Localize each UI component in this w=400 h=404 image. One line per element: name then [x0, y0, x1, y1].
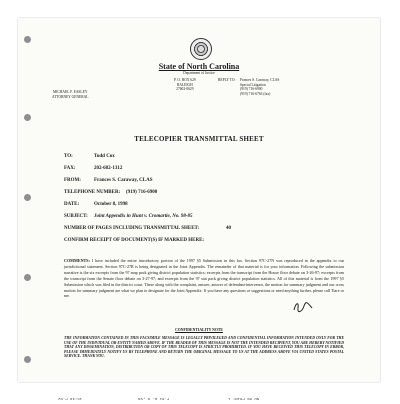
city: RALEIGH [176, 82, 193, 87]
state-name: State of North Carolina [158, 62, 240, 71]
handwritten-initials [292, 300, 314, 314]
contact-fax: (919) 716-6763 (fax) [240, 91, 271, 96]
field-label: FAX: [64, 166, 76, 171]
ag-name: MICHAEL F. EASLEY [53, 90, 88, 94]
mailing-address [174, 78, 196, 92]
field-value: Frances S. Caraway, CLAS [94, 178, 153, 183]
department-name: Department of Justice [183, 71, 215, 75]
field-value: Todd Cox [94, 154, 115, 159]
fax-page [18, 18, 380, 400]
comments-label: COMMENTS: [64, 258, 90, 263]
field-page-count [64, 226, 231, 231]
field-confirm-receipt [64, 238, 204, 243]
contact-name: Frances S. Caraway, CLAS [240, 78, 280, 82]
field-label: TELEPHONE NUMBER: [64, 190, 121, 195]
binder-hole [24, 194, 31, 201]
binder-hole [24, 274, 31, 281]
field-date [64, 202, 128, 207]
attorney-general-block [52, 90, 88, 99]
field-label: FROM: [64, 178, 81, 183]
field-label: TO: [64, 154, 73, 159]
binder-hole [24, 356, 31, 363]
field-label: NUMBER OF PAGES INCLUDING TRANSMITTAL SHEET: [64, 226, 200, 231]
field-fax [64, 166, 122, 171]
field-value: (919) 716-6900 [126, 190, 158, 195]
contact-unit: Special Litigation [240, 82, 266, 87]
fax-strip-right: 15:48 P.02 [58, 396, 83, 400]
field-from [64, 178, 152, 183]
field-label: SUBJECT: [64, 214, 88, 219]
field-label: DATE: [64, 202, 80, 207]
contact-block [240, 78, 279, 96]
field-value: Joint Appendix in Hunt v. Cromartie, No. 98-85 [94, 214, 193, 219]
confidentiality-title: CONFIDENTIALITY NOTE [175, 328, 223, 332]
letterhead [18, 62, 380, 76]
field-value: 40 [226, 226, 231, 231]
comments-text: I have included the entire introductory portion of the 1997 §5 Submission in this fax. Section 97C-27N was reproduced in the appendix to our jurisdictional statement. Section 97C-27R is being designated in the Joint Appendix. The remainder of that material is for your information. Following the submission narrative is the six excerpts from the 97 map pack giving district population statistics; excerpts from the transcript from the House floor debate on 3-26-97; excerpts from the transcript from the Senate floor debate on 3-27-97; and excerpts from the 97 stat pack giving district population statistics. All of this material is from the 1997 §5 Submission which was filed in the district court. These along with the complaint, answer, answer of defendant-intervenor, the motion for summary judgment and our cross motion for summary judgment are what we plan to designate for the Joint Appendix. If you have any questions or suggestions or need anything further, please call Tiare or me. [64, 258, 344, 299]
zip: 27602-0629 [176, 87, 194, 92]
ag-title: ATTORNEY GENERAL [52, 94, 89, 99]
field-to [64, 154, 115, 159]
field-telephone [64, 190, 157, 195]
field-subject [64, 214, 193, 219]
field-value: October 8, 1998 [94, 202, 128, 207]
contact-phone: (919) 716-6900 [240, 87, 263, 92]
comments-block [64, 258, 344, 299]
binder-hole [24, 114, 31, 121]
po-box: P. O. BOX 629 [174, 78, 196, 82]
field-value: 202-682-1312 [94, 166, 123, 171]
confidentiality-text: THE INFORMATION CONTAINED IN THIS FACSIMILE MESSAGE IS LEGALLY PRIVILEGED AND CONFIDENTIAL INFORMATION INTENDED ONLY FOR THE USE OF THE INDIVIDUAL OR ENTITY NAMED ABOVE. IF THE READER OF THIS MESSAGE IS NOT THE INTENDED RECIPIENT, YOU ARE HEREBY NOTIFIED THAT ANY DISSEMINATION, DISTRIBUTION OR COPY OF THIS TELECOPY IS STRICTLY PROHIBITED. IF YOU HAVE RECEIVED THIS TELECOPY IN ERROR, PLEASE IMMEDIATELY NOTIFY US BY TELEPHONE AND RETURN THE ORIGINAL MESSAGE TO US AT THE ADDRESS ABOVE VIA UNITED STATES POSTAL SERVICE. THANK YOU. [64, 336, 344, 359]
field-label: CONFIRM RECEIPT OF DOCUMENT(S) IF MARKED HERE: [64, 238, 205, 243]
fax-header-strip [18, 396, 380, 404]
binder-hole [24, 36, 31, 43]
sheet-title: TELECOPIER TRANSMITTAL SHEET [134, 135, 264, 143]
reply-to-label: REPLY TO: [218, 78, 236, 82]
fax-strip-left: NO 06 PRINT I [228, 396, 260, 400]
fax-strip-mid: P.01 8- 8 ,98 [138, 396, 170, 400]
state-seal-icon [190, 38, 212, 60]
